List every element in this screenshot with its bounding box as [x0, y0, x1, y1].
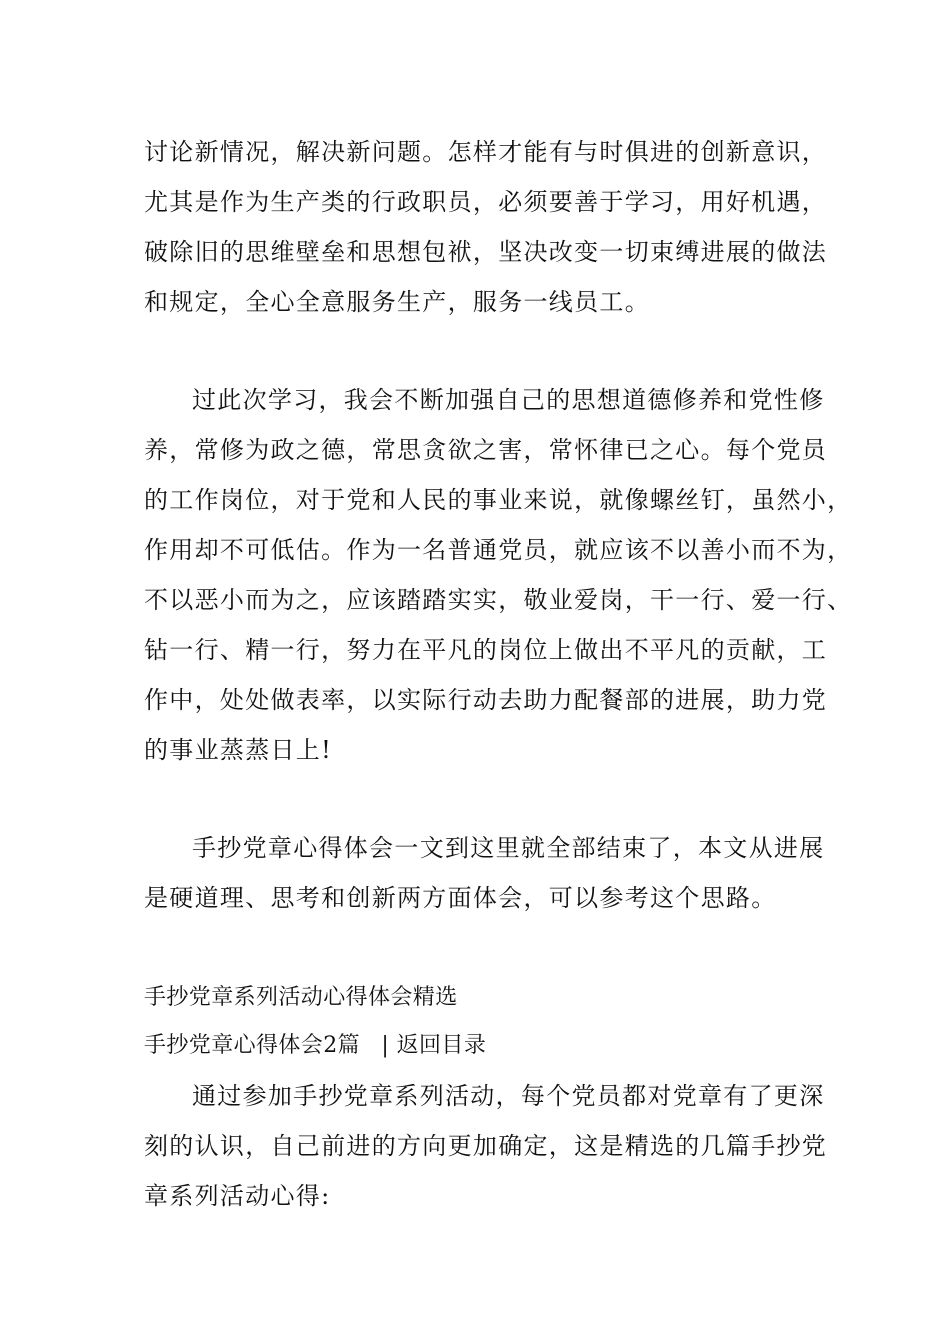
paragraph-1-line-2: 尤其是作为生产类的行政职员，必须要善于学习，用好机遇，: [144, 188, 828, 216]
paragraph-1-line-4: 和规定，全心全意服务生产，服务一线员工。: [144, 288, 650, 316]
paragraph-2-line-7: 作中，处处做表率，以实际行动去助力配餐部的进展，助力党: [144, 686, 828, 714]
intro-line-1: 通过参加手抄党章系列活动，每个党员都对党章有了更深: [192, 1082, 825, 1110]
paragraph-2-line-4: 作用却不可低估。作为一名普通党员，就应该不以善小而不为，: [144, 536, 853, 564]
paragraph-3-line-1: 手抄党章心得体会一文到这里就全部结束了，本文从进展: [192, 834, 825, 862]
section-title: 手抄党章系列活动心得体会精选: [144, 985, 458, 1010]
intro-line-3: 章系列活动心得:: [144, 1182, 331, 1210]
paragraph-2-line-5: 不以恶小而为之，应该踏踏实实，敬业爱岗，干一行、爱一行、: [144, 586, 853, 614]
subheading: [144, 1030, 486, 1062]
paragraph-3-line-2: 是硬道理、思考和创新两方面体会，可以参考这个思路。: [144, 884, 777, 912]
paragraph-2-line-2: 养，常修为政之德，常思贪欲之害，常怀律已之心。每个党员: [144, 436, 828, 464]
paragraph-1-line-3: 破除旧的思维壁垒和思想包袱，坚决改变一切束缚进展的做法: [144, 238, 828, 266]
paragraph-2-line-8: 的事业蒸蒸日上!: [144, 736, 333, 764]
back-to-contents-link[interactable]: 返回目录: [396, 1033, 487, 1058]
subheading-separator: |: [381, 1033, 390, 1058]
subheading-title: 手抄党章心得体会2篇: [144, 1033, 360, 1058]
intro-line-2: 刻的认识，自己前进的方向更加确定，这是精选的几篇手抄党: [144, 1132, 828, 1160]
paragraph-2-line-6: 钻一行、精一行，努力在平凡的岗位上做出不平凡的贡献，工: [144, 636, 828, 664]
paragraph-2-line-3: 的工作岗位，对于党和人民的事业来说，就像螺丝钉，虽然小，: [144, 486, 853, 514]
paragraph-1-line-1: 讨论新情况，解决新问题。怎样才能有与时俱进的创新意识，: [144, 138, 828, 166]
paragraph-2-line-1: 过此次学习，我会不断加强自己的思想道德修养和党性修: [192, 386, 825, 414]
